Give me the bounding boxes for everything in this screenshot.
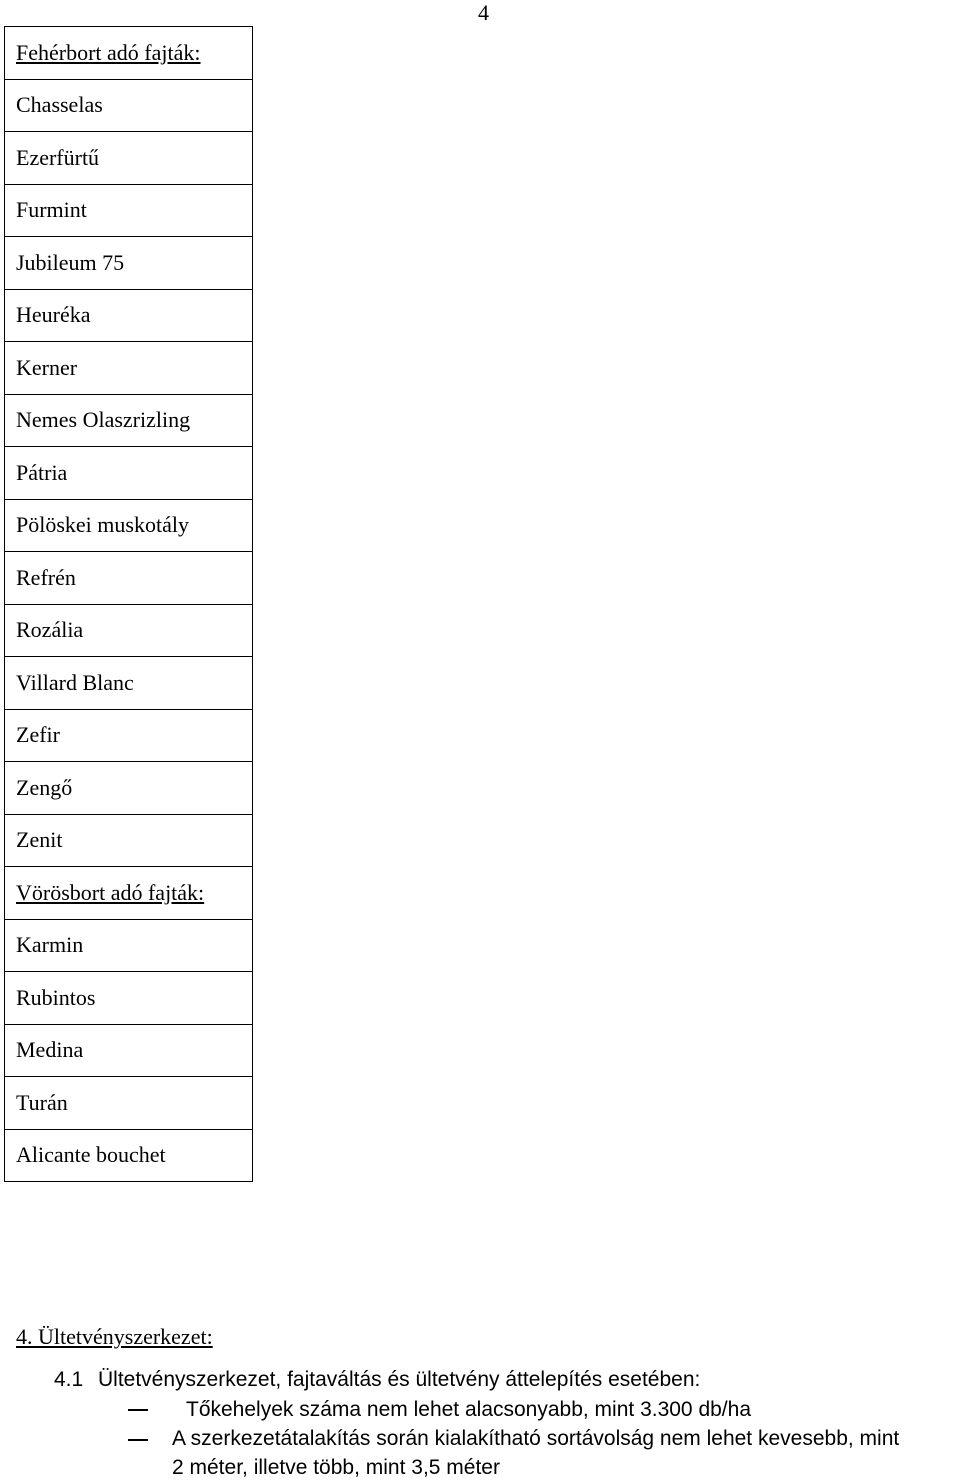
table-row — [5, 132, 253, 185]
category-heading: Vörösbort adó fajták: — [16, 879, 205, 905]
grape-varieties-table — [4, 26, 253, 1182]
table-cell — [5, 132, 253, 185]
variety-name: Jubileum 75 — [16, 249, 125, 275]
table-cell — [5, 27, 253, 80]
table-cell — [5, 447, 253, 500]
variety-name: Chasselas — [16, 92, 103, 118]
table-cell — [5, 814, 253, 867]
table-row — [5, 499, 253, 552]
variety-name: Ezerfürtű — [16, 144, 100, 170]
variety-name: Refrén — [16, 564, 76, 590]
table-cell — [5, 867, 253, 920]
table-cell — [5, 184, 253, 237]
table-cell — [5, 79, 253, 132]
table-row — [5, 919, 253, 972]
table-cell — [5, 972, 253, 1025]
table-cell — [5, 1129, 253, 1182]
section-heading: 4. Ültetvényszerkezet: — [16, 1324, 213, 1349]
table-cell — [5, 604, 253, 657]
variety-name: Rozália — [16, 617, 84, 643]
variety-name: Rubintos — [16, 984, 96, 1010]
table-cell — [5, 1024, 253, 1077]
table-cell — [5, 762, 253, 815]
table-header-row — [5, 867, 253, 920]
table-cell — [5, 342, 253, 395]
table-cell — [5, 657, 253, 710]
subsection-title: Ültetvényszerkezet, fajtaváltás és ültetvény áttelepítés esetében: — [98, 1368, 701, 1391]
table-cell — [5, 394, 253, 447]
subsection-number: 4.1 — [54, 1368, 84, 1391]
table-row — [5, 814, 253, 867]
variety-name: Heuréka — [16, 302, 91, 328]
bullet-dash-2 — [128, 1439, 148, 1441]
table-header-row — [5, 27, 253, 80]
table-row — [5, 1024, 253, 1077]
table-row — [5, 762, 253, 815]
bullet-text-2-continued: 2 méter, illetve több, mint 3,5 méter — [172, 1456, 500, 1479]
table-row — [5, 1129, 253, 1182]
variety-name: Zengő — [16, 774, 73, 800]
variety-name: Kerner — [16, 354, 78, 380]
variety-name: Pölöskei muskotály — [16, 512, 189, 538]
variety-name: Medina — [16, 1037, 84, 1063]
bullet-dash-1 — [128, 1409, 148, 1411]
variety-name: Villard Blanc — [16, 669, 134, 695]
bullet-text-1: Tőkehelyek száma nem lehet alacsonyabb, mint 3.300 db/ha — [186, 1398, 752, 1421]
category-heading: Fehérbort adó fajták: — [16, 39, 201, 65]
table-row — [5, 79, 253, 132]
table-cell — [5, 289, 253, 342]
variety-name: Zefir — [16, 722, 60, 748]
table-cell — [5, 499, 253, 552]
table-row — [5, 604, 253, 657]
variety-name: Zenit — [16, 827, 63, 853]
table-cell — [5, 919, 253, 972]
table-row — [5, 552, 253, 605]
table-cell — [5, 552, 253, 605]
variety-name: Alicante bouchet — [16, 1142, 166, 1168]
table-cell — [5, 237, 253, 290]
table-row — [5, 1077, 253, 1130]
variety-name: Karmin — [16, 932, 84, 958]
bullet-text-2: A szerkezetátalakítás során kialakítható sortávolság nem lehet kevesebb, mint — [172, 1427, 900, 1450]
table-cell — [5, 1077, 253, 1130]
table-row — [5, 184, 253, 237]
variety-name: Nemes Olaszrizling — [16, 407, 191, 433]
variety-name: Furmint — [16, 197, 87, 223]
table-row — [5, 394, 253, 447]
table-row — [5, 342, 253, 395]
table-row — [5, 709, 253, 762]
table-cell — [5, 709, 253, 762]
table-row — [5, 289, 253, 342]
variety-name: Pátria — [16, 459, 68, 485]
variety-name: Turán — [16, 1089, 68, 1115]
table-row — [5, 447, 253, 500]
table-row — [5, 657, 253, 710]
table-row — [5, 237, 253, 290]
page-number: 4 — [478, 0, 489, 25]
table-row — [5, 972, 253, 1025]
